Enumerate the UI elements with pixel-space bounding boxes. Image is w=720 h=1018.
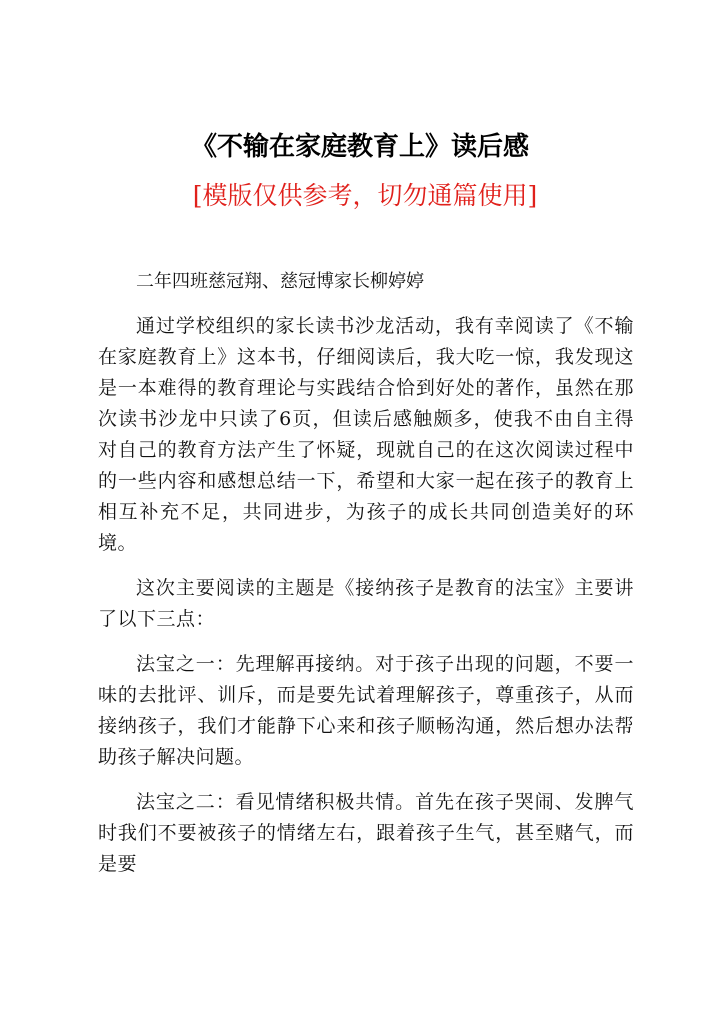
paragraph-treasure-two: 法宝之二：看见情绪积极共情。首先在孩子哭闹、发脾气时我们不要被孩子的情绪左右，跟着孩子生气，甚至赌气，而是要 bbox=[98, 791, 634, 875]
author-line: 二年四班慈冠翔、慈冠博家长柳婷婷 bbox=[136, 271, 424, 292]
document-title: 《不输在家庭教育上》读后感 bbox=[190, 132, 529, 162]
paragraph-theme: 这次主要阅读的主题是《接纳孩子是教育的法宝》主要讲了以下三点： bbox=[98, 577, 634, 630]
paragraph-treasure-one: 法宝之一：先理解再接纳。对于孩子出现的问题，不要一味的去批评、训斥，而是要先试着理解孩子，尊重孩子，从而接纳孩子，我们才能静下心来和孩子顺畅沟通，然后想办法帮助孩子解决问题。 bbox=[98, 653, 634, 768]
paragraph-intro: 通过学校组织的家长读书沙龙活动，我有幸阅读了《不输在家庭教育上》这本书，仔细阅读后，我大吃一惊，我发现这是一本难得的教育理论与实践结合恰到好处的著作，虽然在那次读书沙龙中只读了6页，但读后感触颇多，使我不由自主得对自己的教育方法产生了怀疑，现就自己的在这次阅读过程中的一些内容和感想总结一下，希望和大家一起在孩子的教育上相互补充不足，共同进步，为孩子的成长共同创造美好的环境。 bbox=[98, 315, 634, 554]
template-disclaimer: [模版仅供参考，切勿通篇使用] bbox=[192, 181, 538, 210]
document-body bbox=[98, 266, 634, 894]
